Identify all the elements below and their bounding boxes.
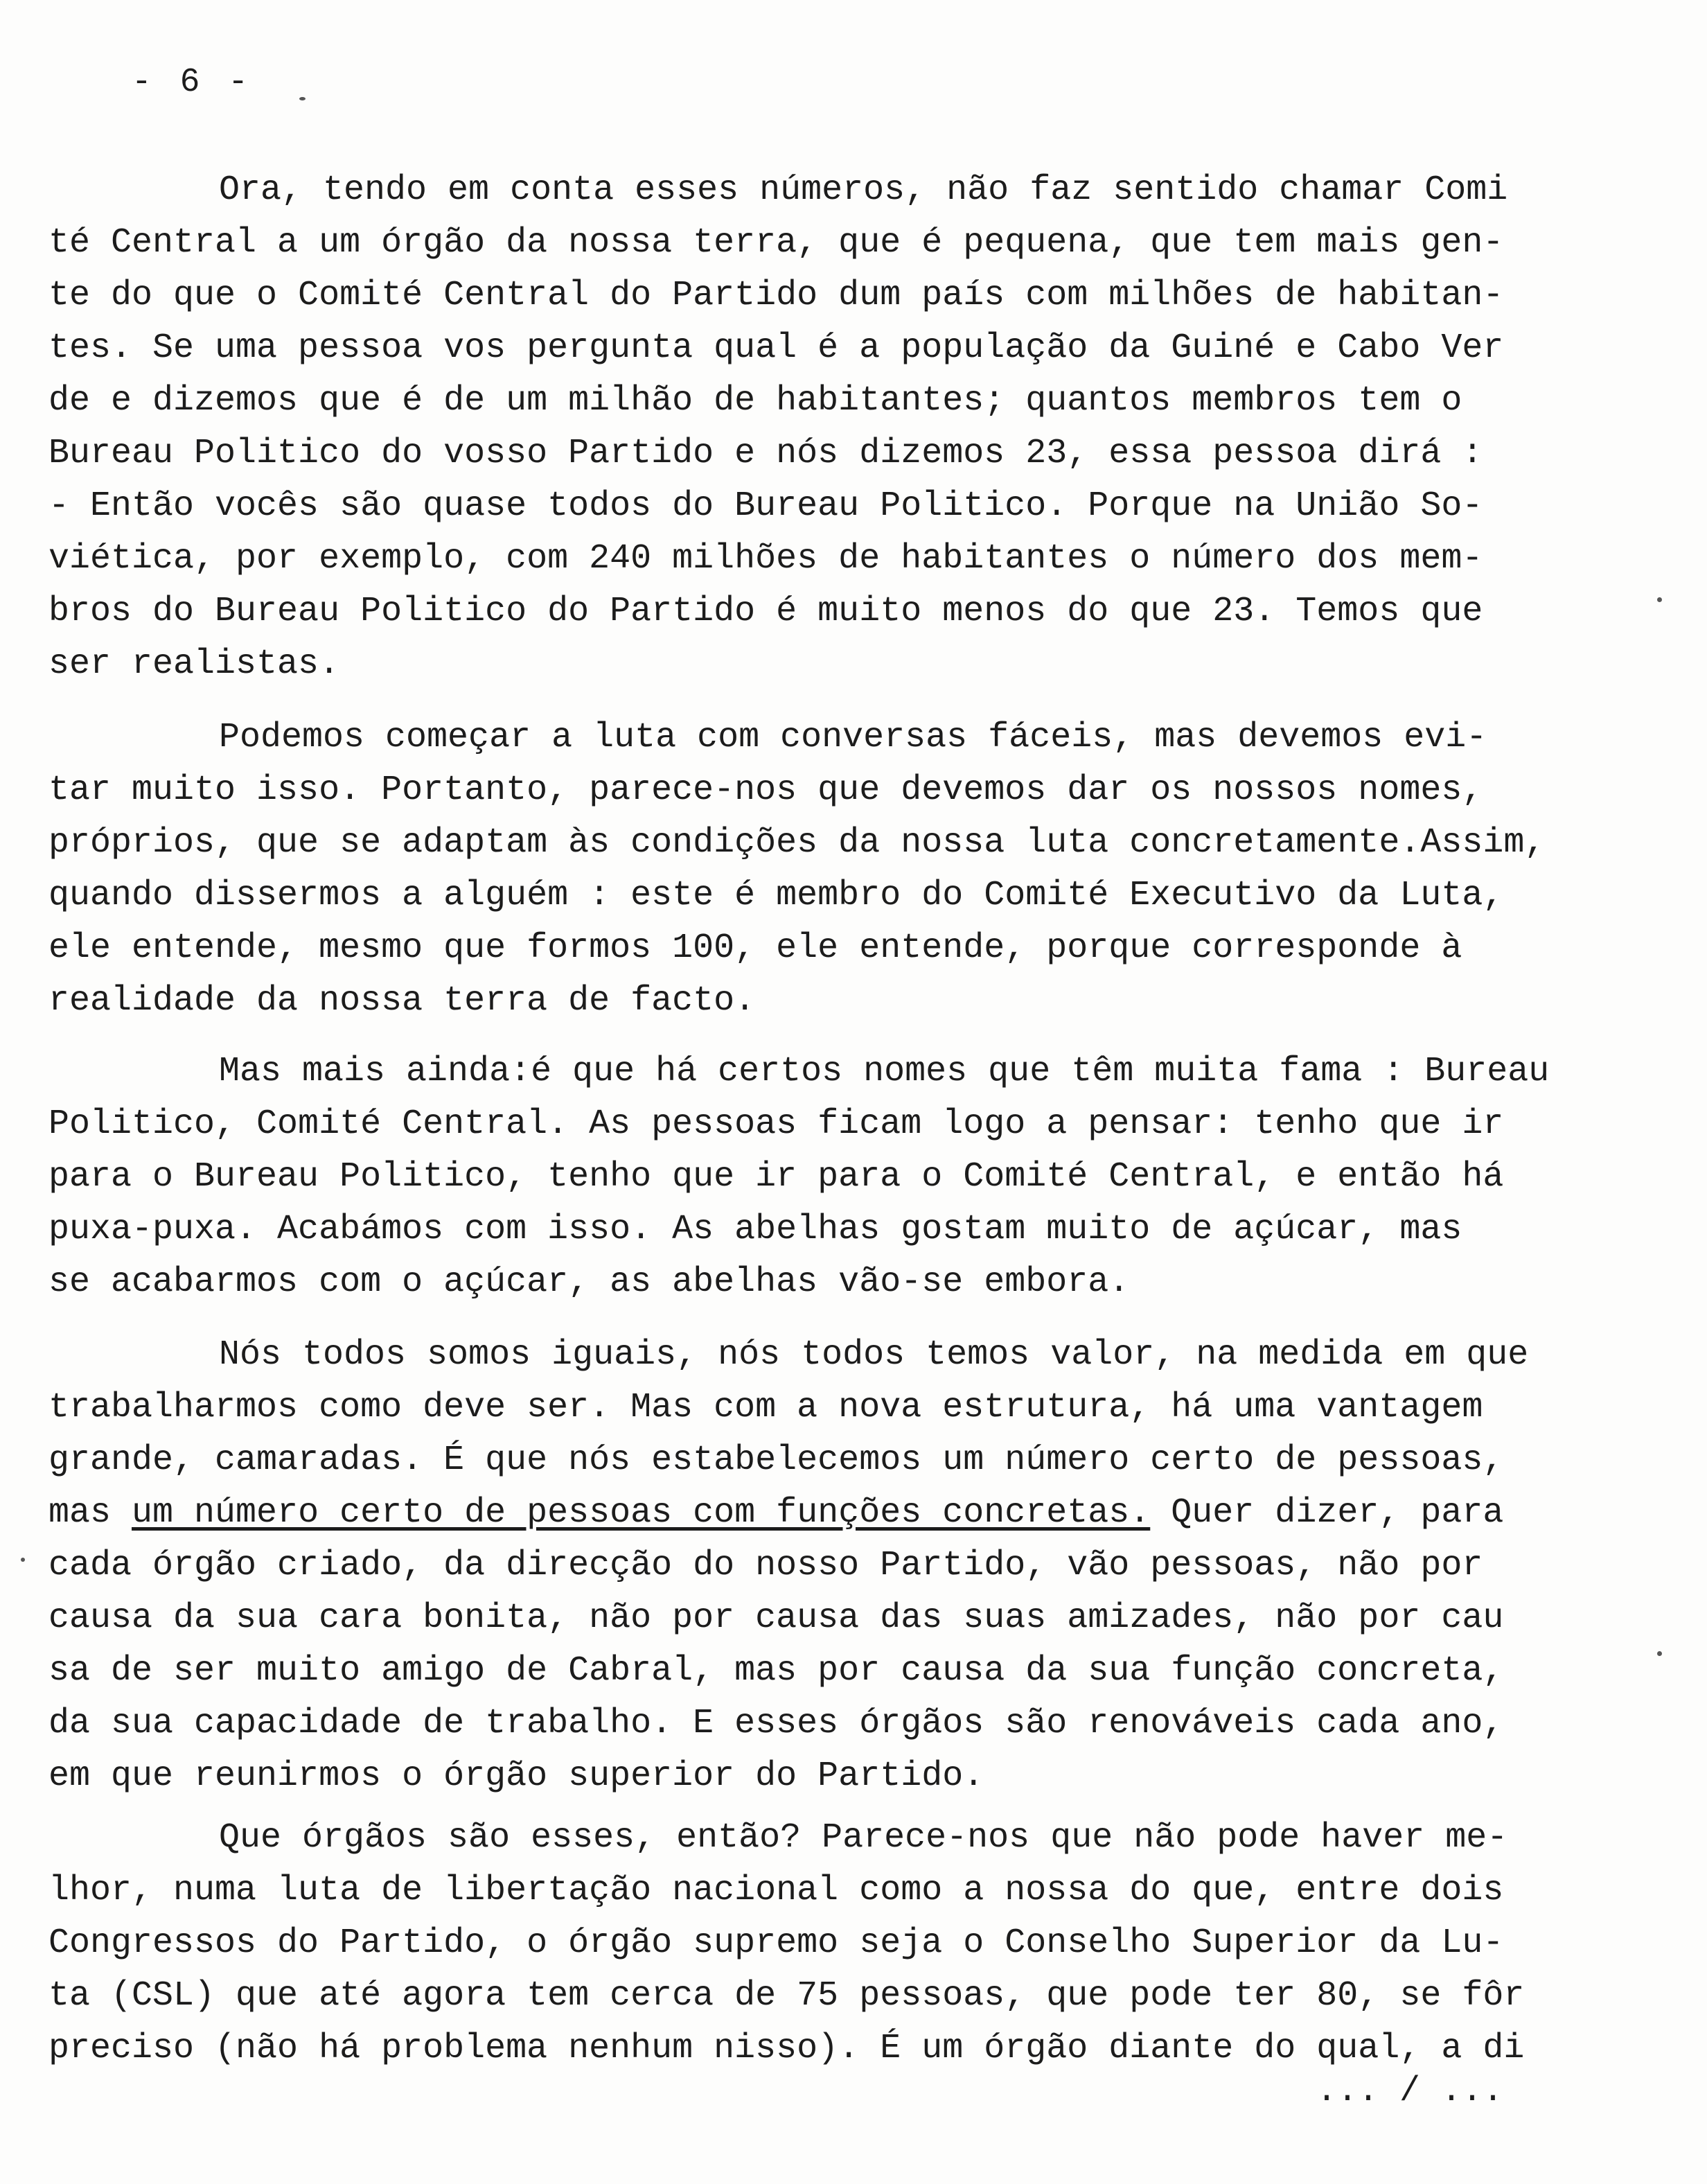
text-line: lhor, numa luta de libertação nacional como a nossa do que, entre dois — [48, 1871, 1504, 1910]
text-line: cada órgão criado, da direcção do nosso Partido, vão pessoas, não por — [48, 1546, 1483, 1585]
text-line-underlined — [48, 1487, 1528, 1540]
text-line: viética, por exemplo, com 240 milhões de habitantes o número dos mem- — [48, 539, 1483, 579]
text-line: quando dissermos a alguém : este é membro do Comité Executivo da Luta, — [48, 876, 1504, 915]
scan-speck — [21, 1558, 25, 1562]
text-line: Mas mais ainda:é que há certos nomes que têm muita fama : Bureau — [219, 1052, 1550, 1091]
text-line: ele entende, mesmo que formos 100, ele entende, porque corresponde à — [48, 928, 1462, 968]
text-line: próprios, que se adaptam às condições da nossa luta concretamente.Assim, — [48, 823, 1546, 863]
text-line: té Central a um órgão da nossa terra, que é pequena, que tem mais gen- — [48, 223, 1504, 263]
scan-speck — [1657, 1651, 1662, 1656]
page-number: - 6 - — [132, 64, 253, 101]
paragraph-5 — [48, 1812, 1524, 2075]
text-line: puxa-puxa. Acabámos com isso. As abelhas gostam muito de açúcar, mas — [48, 1210, 1462, 1249]
text-line: realidade da nossa terra de facto. — [48, 981, 756, 1021]
underline-tail: Quer dizer, para — [1150, 1493, 1504, 1533]
text-line: causa da sua cara bonita, não por causa das suas amizades, não por cau — [48, 1599, 1504, 1638]
text-line: Bureau Politico do vosso Partido e nós dizemos 23, essa pessoa dirá : — [48, 434, 1483, 473]
text-line: tes. Se uma pessoa vos pergunta qual é a população da Guiné e Cabo Ver — [48, 328, 1504, 368]
text-line: Nós todos somos iguais, nós todos temos valor, na medida em que — [219, 1335, 1529, 1375]
paragraph-4 — [48, 1329, 1528, 1803]
continuation-mark: ... / ... — [1316, 2072, 1504, 2111]
text-line: tar muito isso. Portanto, parece-nos que devemos dar os nossos nomes, — [48, 770, 1483, 810]
text-line: Podemos começar a luta com conversas fáceis, mas devemos evi- — [219, 718, 1487, 757]
text-line: preciso (não há problema nenhum nisso). É um órgão diante do qual, a di — [48, 2029, 1525, 2068]
paragraph-2 — [48, 712, 1545, 1028]
text-line: bros do Bureau Politico do Partido é muito menos do que 23. Temos que — [48, 592, 1483, 631]
text-line: Que órgãos são esses, então? Parece-nos que não pode haver me- — [219, 1818, 1508, 1858]
paragraph-1 — [48, 164, 1507, 691]
text-line: grande, camaradas. É que nós estabelecemos um número certo de pessoas, — [48, 1441, 1504, 1480]
text-line: para o Bureau Politico, tenho que ir para o Comité Central, e então há — [48, 1157, 1504, 1197]
scan-speck — [1657, 597, 1662, 602]
text-line: se acabarmos com o açúcar, as abelhas vão-se embora. — [48, 1262, 1130, 1302]
text-line: - Então vocês são quase todos do Bureau Politico. Porque na União So- — [48, 486, 1483, 526]
text-line: te do que o Comité Central do Partido dum país com milhões de habitan- — [48, 276, 1504, 315]
text-line: sa de ser muito amigo de Cabral, mas por causa da sua função concreta, — [48, 1651, 1504, 1691]
scan-speck — [299, 97, 306, 100]
text-line: da sua capacidade de trabalho. E esses órgãos são renováveis cada ano, — [48, 1704, 1504, 1743]
underlined-phrase: um número certo de pessoas com funções concretas. — [132, 1493, 1151, 1533]
text-line: ser realistas. — [48, 644, 340, 684]
underline-lead: mas — [48, 1493, 132, 1533]
text-line: em que reunirmos o órgão superior do Partido. — [48, 1756, 984, 1796]
text-line: de e dizemos que é de um milhão de habitantes; quantos membros tem o — [48, 381, 1462, 421]
text-line: trabalharmos como deve ser. Mas com a nova estrutura, há uma vantagem — [48, 1388, 1483, 1427]
text-line: ta (CSL) que até agora tem cerca de 75 pessoas, que pode ter 80, se fôr — [48, 1976, 1525, 2016]
text-line: Congressos do Partido, o órgão supremo seja o Conselho Superior da Lu- — [48, 1923, 1504, 1963]
text-line: Ora, tendo em conta esses números, não faz sentido chamar Comi — [219, 170, 1508, 210]
paragraph-3 — [48, 1046, 1549, 1309]
text-line: Politico, Comité Central. As pessoas ficam logo a pensar: tenho que ir — [48, 1104, 1504, 1144]
